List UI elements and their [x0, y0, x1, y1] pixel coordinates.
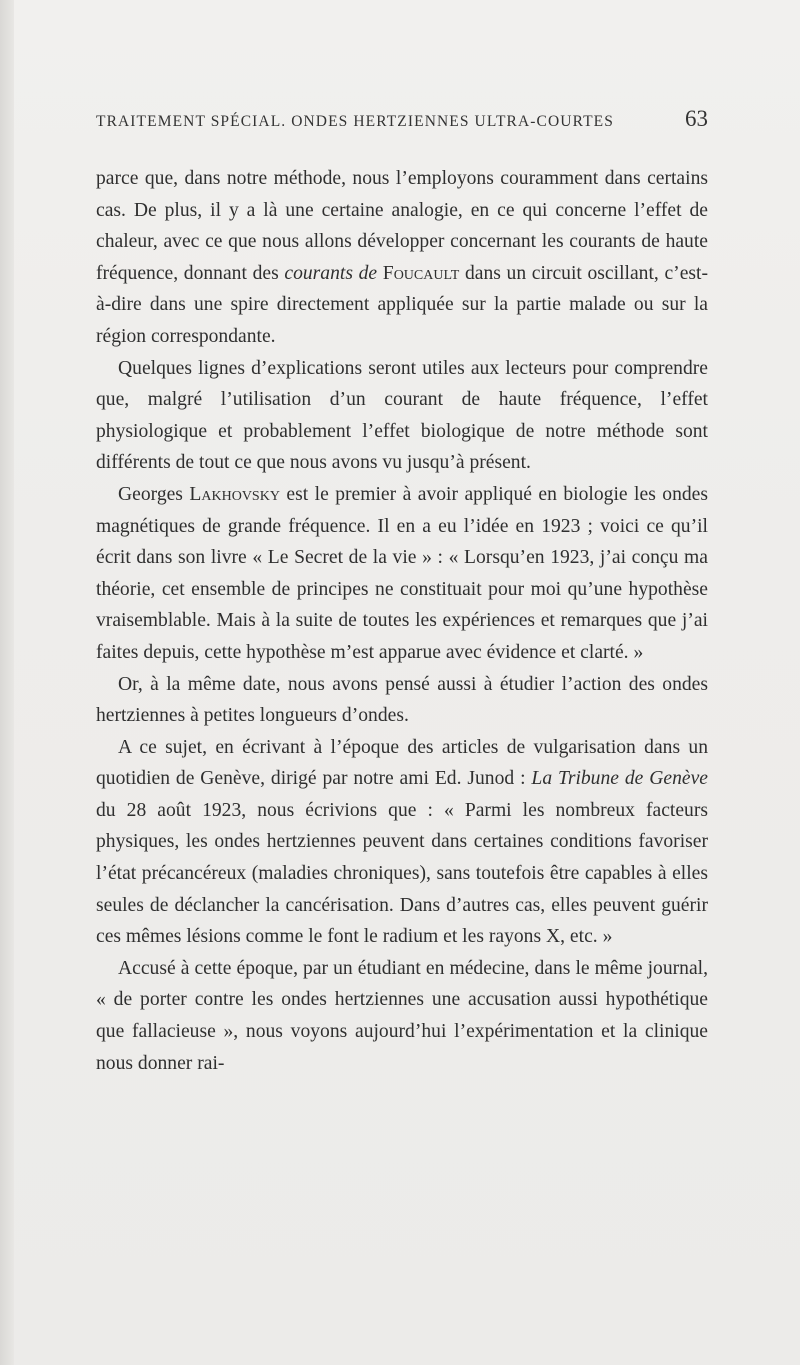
text-run: Georges	[118, 483, 190, 505]
italic-text: courants de	[284, 262, 378, 284]
running-head	[96, 106, 708, 132]
text-run: est le premier à avoir appliqué en biologie les ondes magnétiques de grande fréquence. Il en a eu l’idée en 1923 ; voici ce qu’il écrit dans son livre « Le Secret de la vie » : « Lorsqu’en 1923, j’ai conçu ma théorie, cet ensemble de principes ne constituait pour moi qu’une hypothèse vraisemblable. Mais à la suite de toutes les expériences et remarques que j’ai faites depuis, cette hypothèse m’est apparue avec évidence et clarté. »	[96, 483, 708, 663]
paragraph	[96, 479, 708, 669]
text-run: Accusé à cette époque, par un étudiant en médecine, dans le même journal, « de porter contre les ondes hertziennes une accusation aussi hypothétique que fallacieuse », nous voyons aujourd’hui l’expérimentation et la clinique nous donner rai-	[96, 957, 708, 1074]
paragraph	[96, 353, 708, 479]
paragraph	[96, 732, 708, 953]
page-number: 63	[685, 106, 708, 131]
text-run: Quelques lignes d’explications seront utiles aux lecteurs pour comprendre que, malgré l’utilisation d’un courant de haute fréquence, l’effet physiologique et probablement l’effet biologique de notre méthode sont différents de tout ce que nous avons vu jusqu’à présent.	[96, 357, 708, 474]
small-caps-name: Foucault	[382, 262, 460, 284]
body-text	[96, 163, 708, 1079]
small-caps-name: Lakhovsky	[189, 483, 280, 505]
text-run: dans un circuit oscillant, c’est-à-dire dans une spire directement appliquée sur la partie malade ou sur la région correspondante.	[96, 262, 708, 347]
text-run: parce que, dans notre méthode, nous l’employons couramment dans certains cas. De plus, il y a là une certaine analogie, en ce qui concerne l’effet de chaleur, avec ce que nous allons développer concernant les courants de haute fréquence, donnant des	[96, 168, 708, 284]
paragraph	[96, 163, 708, 353]
paragraph	[96, 669, 708, 732]
paragraph	[96, 953, 708, 1079]
page-edge-shadow	[0, 0, 14, 1365]
italic-text: La Tribune de Genève	[531, 768, 708, 790]
text-run: Or, à la même date, nous avons pensé aussi à étudier l’action des ondes hertziennes à petites longueurs d’ondes.	[96, 673, 708, 727]
text-run: A ce sujet, en écrivant à l’époque des articles de vulgarisation dans un quotidien de Genève, dirigé par notre ami Ed. Junod :	[96, 736, 708, 790]
text-run: du 28 août 1923, nous écrivions que : « Parmi les nombreux facteurs physiques, les ondes hertziennes peuvent dans certaines conditions favoriser l’état précancéreux (maladies chroniques), sans toutefois être capables à elles seules de déclancher la cancérisation. Dans d’autres cas, elles peuvent guérir ces mêmes lésions comme le font le radium et les rayons X, etc. »	[96, 799, 708, 948]
running-head-title: TRAITEMENT SPÉCIAL. ONDES HERTZIENNES ULTRA-COURTES	[96, 113, 614, 130]
